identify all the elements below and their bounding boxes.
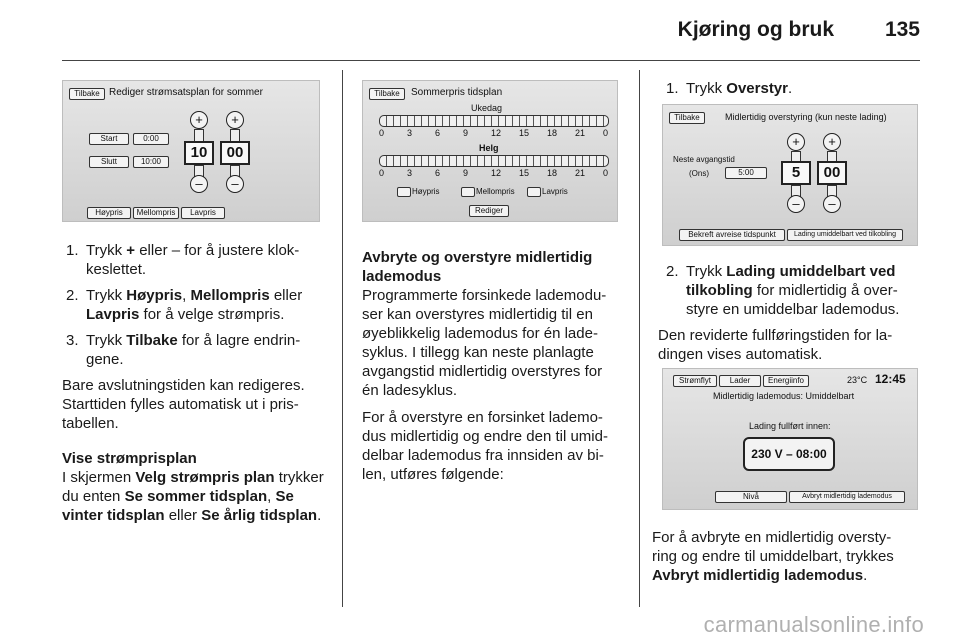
minute-plus-button[interactable]: + — [823, 133, 841, 151]
tick-label: 15 — [519, 168, 530, 178]
page-number: 135 — [884, 18, 920, 41]
tab-energy-info[interactable]: Energiinfo — [763, 375, 809, 387]
minute-display: 00 — [220, 141, 250, 165]
cancel-temporary-mode-button[interactable]: Avbryt midlertidig lademodus — [789, 491, 905, 503]
completion-time: 230 V – 08:00 — [743, 437, 835, 471]
high-price-button[interactable]: Høypris — [87, 207, 131, 219]
tick-label: 12 — [491, 168, 502, 178]
legend-mid: Mellompris — [476, 187, 515, 196]
departure-time: 5:00 — [725, 167, 767, 179]
tick-label: 0 — [379, 168, 385, 178]
hour-plus-button[interactable]: + — [190, 111, 208, 129]
tick-label: 0 — [379, 128, 385, 138]
screen-charging-status — [662, 368, 918, 510]
legend-high: Høypris — [412, 187, 440, 196]
list-item: 2. Trykk Høypris, Mellompris eller Lavpris for å velge strømpris. — [66, 287, 303, 323]
screen-title: Midlertidig overstyring (kun neste lading) — [725, 112, 887, 122]
level-button[interactable]: Nivå — [715, 491, 787, 503]
screen-title: Rediger strømsatsplan for sommer — [109, 87, 263, 98]
temperature: 23°C — [847, 375, 868, 385]
column-divider-2 — [639, 70, 640, 607]
minute-minus-button[interactable]: – — [823, 195, 841, 213]
hour-display: 5 — [781, 161, 811, 185]
stop-value[interactable]: 10:00 — [133, 156, 169, 168]
next-departure-label: Neste avgangstid — [673, 155, 735, 164]
tick-label: 9 — [463, 128, 469, 138]
minute-plus-button[interactable]: + — [226, 111, 244, 129]
start-value: 0:00 — [133, 133, 169, 145]
low-price-button[interactable]: Lavpris — [181, 207, 225, 219]
tick-label: 3 — [407, 128, 413, 138]
tick-label: 3 — [407, 168, 413, 178]
legend-swatch-low — [527, 187, 541, 197]
tick-label: 0 — [603, 168, 609, 178]
start-label: Start — [89, 133, 129, 145]
tick-label: 6 — [435, 168, 441, 178]
list-item: 1. Trykk Overstyr. — [666, 80, 793, 97]
tick-label: 12 — [491, 128, 502, 138]
hour-plus-button[interactable]: + — [787, 133, 805, 151]
minute-minus-button[interactable]: – — [226, 175, 244, 193]
column-divider-1 — [342, 70, 343, 607]
weekend-label: Helg — [479, 143, 499, 153]
weekend-track — [379, 155, 609, 167]
section-heading: Vise strømprisplan — [62, 450, 197, 467]
hour-display: 10 — [184, 141, 214, 165]
screen-title: Sommerpris tidsplan — [411, 87, 503, 98]
weekday-label: Ukedag — [471, 103, 503, 113]
column-3-text — [658, 262, 924, 372]
legend-swatch-high — [397, 187, 411, 197]
tab-charger[interactable]: Lader — [719, 375, 761, 387]
charge-now-button[interactable]: Lading umiddelbart ved tilkobling — [787, 229, 903, 241]
column-3-step1 — [662, 79, 922, 105]
back-button[interactable]: Tilbake — [669, 112, 705, 124]
tick-label: 0 — [603, 128, 609, 138]
back-button[interactable]: Tilbake — [369, 88, 405, 100]
paragraph: For å overstyre en forsinket lademo- dus midlertidig og endre den til umid- delbar lademodus fra innsiden av bi- len, utføres følgende: — [362, 409, 608, 483]
back-button[interactable]: Tilbake — [69, 88, 105, 100]
watermark: carmanualsonline.info — [703, 612, 924, 637]
list-item: 1. Trykk + eller – for å justere klok- keslettet. — [66, 242, 300, 278]
column-2-text — [362, 248, 634, 492]
tick-label: 6 — [435, 128, 441, 138]
minute-display: 00 — [817, 161, 847, 185]
page-header — [0, 0, 960, 60]
steps-list — [62, 241, 332, 369]
mid-price-button[interactable]: Mellompris — [133, 207, 179, 219]
paragraph: I skjermen Velg strømpris plan trykker du enten Se sommer tidsplan, Se vinter tidsplan eller Se årlig tidsplan. — [62, 469, 324, 524]
header-rule — [62, 60, 920, 61]
paragraph: Den reviderte fullføringstiden for la- dingen vises automatisk. — [658, 327, 893, 363]
paragraph: Bare avslutningstiden kan redigeres. Starttiden fylles automatisk ut i pris- tabellen. — [62, 377, 305, 432]
screen-edit-summer-plan — [62, 80, 320, 222]
weekday-track — [379, 115, 609, 127]
edit-button[interactable]: Rediger — [469, 205, 509, 217]
section-heading: Avbryte og overstyre midlertidig lademodus — [362, 249, 593, 285]
tick-label: 18 — [547, 128, 558, 138]
list-item: 2. Trykk Lading umiddelbart ved tilkobling for midlertidig å over- styre en umiddelbar lademodus. — [666, 263, 900, 318]
screen-summer-schedule — [362, 80, 618, 222]
tick-label: 9 — [463, 168, 469, 178]
legend-swatch-mid — [461, 187, 475, 197]
list-item: 3. Trykk Tilbake for å lagre endrin- gene. — [66, 332, 301, 368]
hour-minus-button[interactable]: – — [787, 195, 805, 213]
legend-low: Lavpris — [542, 187, 568, 196]
tick-label: 21 — [575, 128, 586, 138]
paragraph: Programmerte forsinkede lademodu- ser kan overstyres midlertidig til en øyeblikkelig lademodus for én lade- syklus. I tillegg kan neste planlagte avgangstid midlertidig overstyres for én ladesyklus. — [362, 287, 607, 399]
chapter-title: Kjøring og bruk — [677, 18, 834, 41]
screen-temporary-override — [662, 104, 918, 246]
clock: 12:45 — [875, 372, 906, 386]
stop-label: Slutt — [89, 156, 129, 168]
day-label: (Ons) — [689, 169, 709, 178]
done-by-label: Lading fullført innen: — [749, 421, 831, 431]
hour-minus-button[interactable]: – — [190, 175, 208, 193]
tick-label: 18 — [547, 168, 558, 178]
tab-power-flow[interactable]: Strømflyt — [673, 375, 717, 387]
confirm-departure-button[interactable]: Bekreft avreise tidspunkt — [679, 229, 785, 241]
column-1-text — [62, 241, 332, 533]
tick-label: 21 — [575, 168, 586, 178]
charge-mode-label: Midlertidig lademodus: Umiddelbart — [713, 391, 855, 401]
paragraph: For å avbryte en midlertidig oversty- ring og endre til umiddelbart, trykkes Avbryt midlertidig lademodus. — [652, 529, 894, 584]
column-3-closing — [652, 528, 924, 593]
tick-label: 15 — [519, 128, 530, 138]
